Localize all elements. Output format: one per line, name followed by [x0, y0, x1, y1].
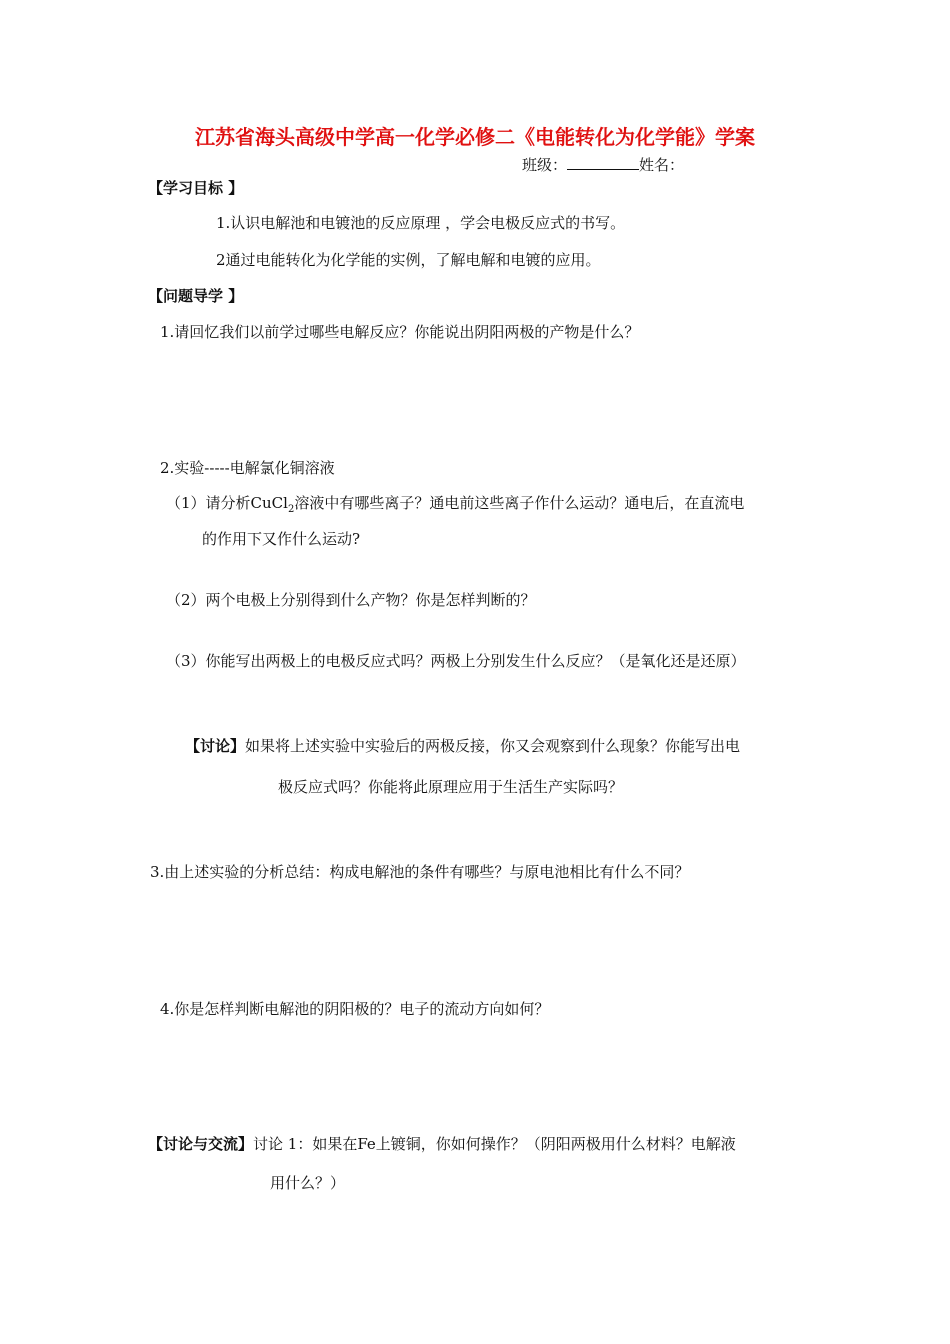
question-4: 4.你是怎样判断电解池的阴阳极的？电子的流动方向如何？: [160, 1000, 550, 1018]
question-1: 1.请回忆我们以前学过哪些电解反应？你能说出阴阳两极的产物是什么？: [160, 323, 640, 341]
discussion-line: [185, 736, 740, 756]
question-2-3: （3）你能写出两极上的电极反应式吗？两极上分别发生什么反应？（是氧化还是还原）: [166, 652, 746, 670]
question-2: 2.实验-----电解氯化铜溶液: [160, 459, 335, 477]
question-3: 3.由上述实验的分析总结：构成电解池的条件有哪些？与原电池相比有什么不同？: [150, 863, 690, 881]
question-2-1: [166, 493, 744, 520]
question-2-1-subscript: 2: [287, 504, 295, 515]
discussion-continued: 极反应式吗？你能将此原理应用于生活生产实际吗？: [278, 778, 624, 796]
exchange-label: 【讨论与交流】: [148, 1135, 254, 1153]
document-title: 江苏省海头高级中学高一化学必修二《电能转化为化学能》学案: [195, 125, 755, 149]
class-label: 班级：: [522, 156, 568, 174]
class-name-line: [522, 155, 684, 175]
exchange-continued: 用什么？）: [270, 1174, 346, 1192]
question-2-2: （2）两个电极上分别得到什么产物？你是怎样判断的？: [166, 591, 536, 609]
question-2-1-suffix: 溶液中有哪些离子？通电前这些离子作什么运动？通电后，在直流电: [294, 494, 745, 512]
question-2-1-continued: 的作用下又作什么运动?: [202, 530, 361, 548]
class-blank: [567, 155, 639, 170]
discussion-label: 【讨论】: [185, 737, 246, 755]
objective-item-2: 2通过电能转化为化学能的实例，了解电解和电镀的应用。: [216, 251, 601, 269]
name-label: 姓名：: [639, 156, 685, 174]
guide-heading: 【问题导学 】: [148, 287, 244, 305]
discussion-text: 如果将上述实验中实验后的两极反接，你又会观察到什么现象？你能写出电: [245, 737, 741, 755]
exchange-text: 讨论 1：如果在Fe上镀铜，你如何操作？（阴阳两极用什么材料？电解液: [253, 1135, 736, 1153]
question-2-1-prefix: （1）请分析CuCl: [166, 494, 288, 512]
objectives-heading: 【学习目标 】: [148, 179, 244, 197]
objective-item-1: 1.认识电解池和电镀池的反应原理 ，学会电极反应式的书写。: [216, 214, 626, 232]
exchange-line: [148, 1134, 736, 1154]
